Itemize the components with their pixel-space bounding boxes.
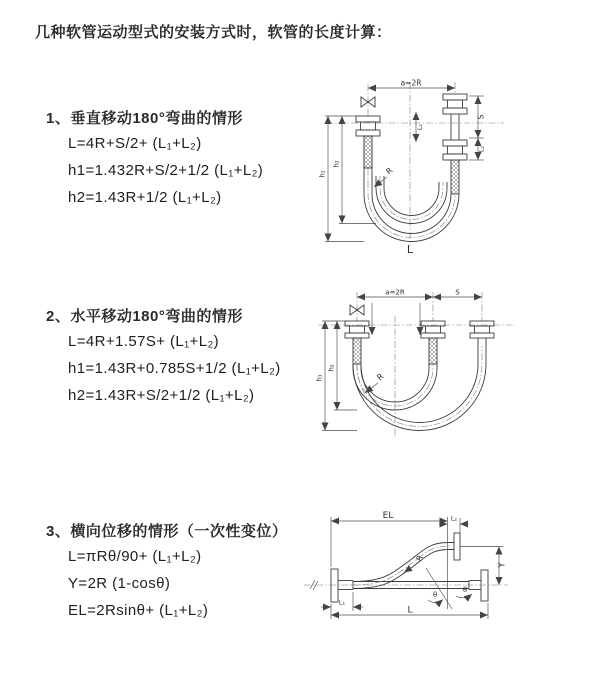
dim-label-r: R (384, 165, 395, 177)
left-leg-fitting (356, 116, 380, 168)
centerlines (315, 292, 515, 438)
hose-deflected-position (350, 533, 460, 589)
dim-label-span: a=2R (385, 288, 405, 297)
dim-label-length: L (407, 605, 413, 616)
section-2-formula-h1: h1=1.43R+0.785S+1/2 (L₁+L₂) (68, 360, 281, 377)
diagram-horizontal-180-bend (310, 288, 598, 448)
section-3-formula-y: Y=2R (1-cosθ) (68, 575, 171, 592)
hose-u-bend-moved (353, 346, 486, 431)
left-flange-fitting (331, 569, 353, 602)
dim-label-r: R (375, 371, 386, 383)
section-1-formula-h2: h2=1.43R+1/2 (L₁+L₂) (68, 189, 222, 206)
braided-hose-section (353, 338, 361, 364)
middle-leg-fitting (421, 321, 445, 364)
section-3-formula-el: EL=2Rsinθ+ (L₁+L₂) (68, 602, 209, 619)
dim-label-r: R (414, 553, 426, 563)
braided-hose-section (451, 160, 459, 194)
dim-label-h1: h₁ (318, 170, 327, 178)
dim-label-s: S (476, 114, 486, 120)
dim-label-h2: h₂ (332, 160, 341, 168)
dim-label-l1: L₁ (338, 598, 346, 607)
section-2-formula-l: L=4R+1.57S+ (L₁+L₂) (68, 333, 220, 350)
dim-label-span: a=2R (400, 78, 422, 88)
dim-label-y: Y (497, 562, 508, 568)
hose-u-bend (364, 165, 459, 242)
centerlines (326, 82, 504, 246)
dim-label-theta-left: θ (432, 591, 438, 599)
dim-label-l2: L₂ (450, 514, 458, 523)
dim-label-h2: h₂ (327, 364, 336, 372)
section-1-formula-h1: h1=1.432R+S/2+1/2 (L₁+L₂) (68, 162, 264, 179)
dim-label-h1: h₁ (315, 374, 324, 382)
section-3-heading: 3、横向位移的情形（一次性变位） (46, 523, 288, 540)
section-3-formula-l: L=πRθ/90+ (L₁+L₂) (68, 548, 202, 565)
el-dimension (331, 517, 448, 609)
diagram-vertical-180-bend (312, 76, 598, 258)
diagram-lateral-displacement (298, 508, 598, 648)
right-leg-fitting (443, 94, 467, 194)
section-2-formula-h2: h2=1.43R+S/2+1/2 (L₁+L₂) (68, 387, 255, 404)
dim-label-l2: L₂ (477, 145, 486, 153)
dim-label-l1: L₁ (416, 123, 424, 131)
dim-label-length: L (406, 243, 414, 256)
section-2-heading: 2、水平移动180°弯曲的情形 (46, 308, 243, 325)
height-dimensions (322, 303, 420, 431)
section-1-formula-l: L=4R+S/2+ (L₁+L₂) (68, 135, 202, 152)
braided-hose-section (429, 338, 437, 364)
section-1-heading: 1、垂直移动180°弯曲的情形 (46, 110, 243, 127)
height-dimensions (325, 116, 376, 242)
page-title: 几种软管运动型式的安装方式时，软管的长度计算： (35, 24, 392, 41)
right-flange-original (481, 570, 488, 601)
dim-label-s: S (455, 288, 460, 297)
dim-label-el: EL (382, 511, 394, 521)
left-leg-fitting (345, 321, 369, 364)
dim-label-theta-right: θ (462, 586, 468, 594)
braided-hose-section (364, 136, 372, 168)
right-flange-moved (454, 533, 460, 560)
